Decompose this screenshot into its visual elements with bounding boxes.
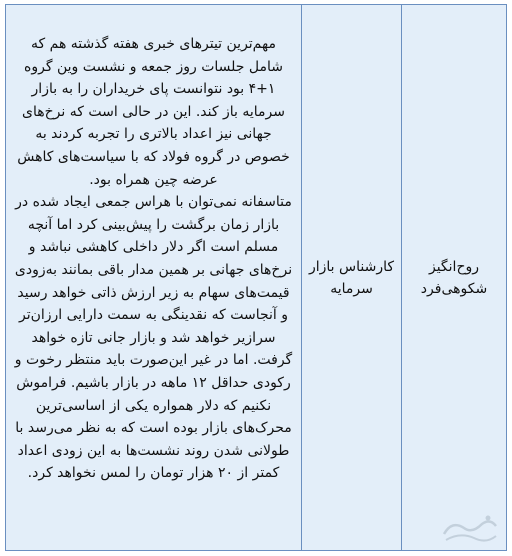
analysis-text-cell [6,5,301,550]
expert-role-cell [301,5,401,550]
watermark-logo-icon [438,510,502,548]
analysis-paragraph-2: متاسفانه نمی‌توان با هراس جمعی ایجاد شده در بازار زمان برگشت را پیش‌بینی کرد اما آنچه مسلم است اگر دلار داخلی کاهشی نباشد و نرخ‌های جهانی بر همین مدار باقی بمانند به‌زودی قیمت‌های سهام به زیر ارزش ذاتی خواهد رسید و آنجاست که نقدینگی به سمت دارایی ارزان‌تر سرازیر خواهد شد و بازار جانی تازه خواهد گرفت. اما در غیر این‌صورت باید منتظر رخوت و رکودی حداقل ۱۲ ماهه در بازار باشیم. فراموش نکنیم که دلار همواره یکی از اساسی‌ترین محرک‌های بازار بوده است که به نظر می‌رسد با طولانی شدن روند نشست‌ها به این زودی اعداد کمتر از ۲۰ هزار تومان را لمس نخواهد کرد. [14,194,293,482]
expert-name: روح‌انگیز شکوهی‌فرد [420,258,488,297]
analysis-paragraph-1: مهم‌ترین تیترهای خبری هفته گذشته هم که شامل جلسات روز جمعه و نشست وین گروه ۱+۴ بود نتوانست پای خریداران را به بازار سرمایه باز کند. این در حالی است که نرخ‌های جهانی نیز اعداد بالاتری را تجربه کردند به خصوص در گروه فولاد که با سیاست‌های کاهش عرضه چین همراه بود. [17,36,290,188]
opinion-table [5,4,507,551]
expert-name-cell [401,5,506,550]
expert-role: کارشناس بازار سرمایه [308,258,395,297]
